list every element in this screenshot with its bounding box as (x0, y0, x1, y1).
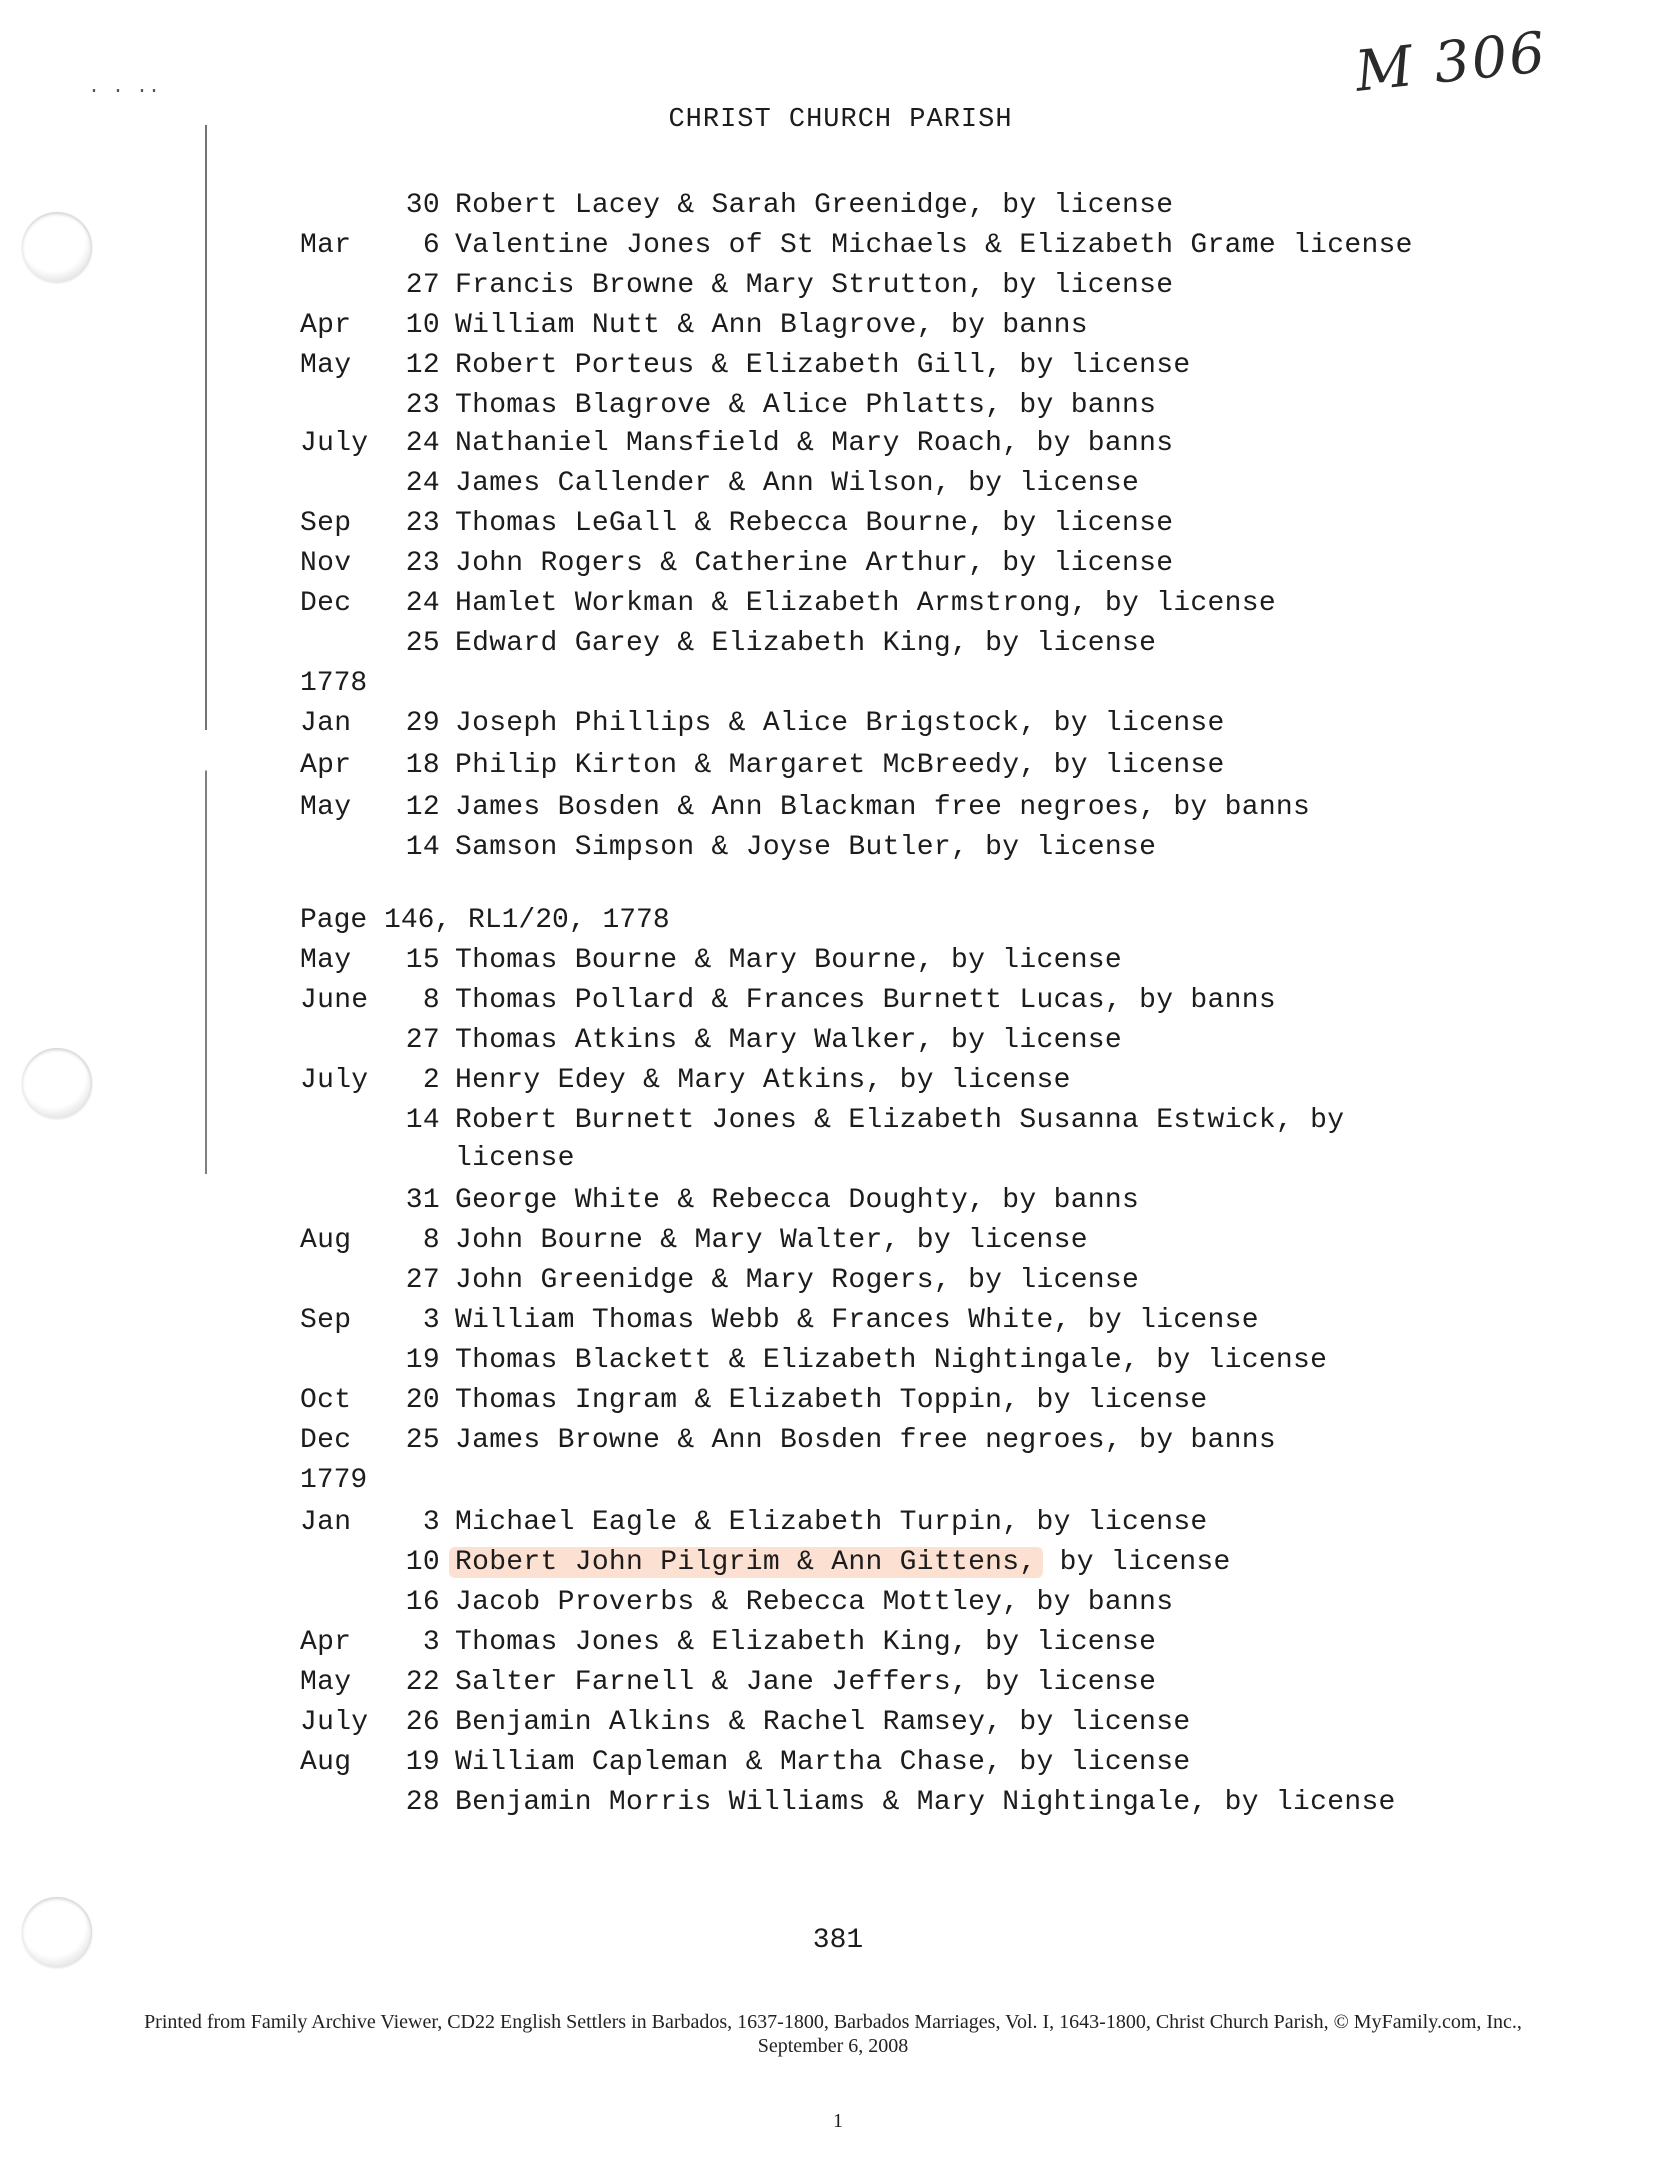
year-heading: 1779 (300, 1465, 368, 1496)
entry-month: Aug (300, 1747, 352, 1778)
entry-text: Thomas Ingram & Elizabeth Toppin, by license (455, 1385, 1208, 1416)
entry-day: 30 (405, 190, 440, 221)
entry-month: May (300, 792, 352, 823)
entry-text: Thomas Blackett & Elizabeth Nightingale, by license (455, 1345, 1328, 1376)
footer-date-line: September 6, 2008 (757, 2035, 909, 2057)
entry-day: 8 (422, 985, 440, 1016)
entry-month: Aug (300, 1225, 352, 1256)
entry-day: 29 (405, 708, 440, 739)
entry-day: 23 (405, 548, 440, 579)
entry-day: 23 (405, 508, 440, 539)
entry-day: 24 (405, 468, 440, 499)
entry-month: July (300, 1065, 369, 1096)
entry-day: 14 (405, 1105, 440, 1136)
entry-day: 25 (405, 628, 440, 659)
entry-text: Edward Garey & Elizabeth King, by license (455, 628, 1157, 659)
entry-day: 28 (405, 1787, 440, 1818)
entry-day: 10 (405, 1547, 440, 1578)
entry-text: Robert Porteus & Elizabeth Gill, by license (455, 350, 1191, 381)
page-number: 381 (812, 1925, 864, 1956)
entry-text: John Bourne & Mary Walter, by license (455, 1225, 1088, 1256)
entry-month: Jan (300, 708, 352, 739)
margin-rule (205, 125, 207, 1470)
entry-day: 16 (405, 1587, 440, 1618)
entry-text: Hamlet Workman & Elizabeth Armstrong, by license (455, 588, 1276, 619)
entry-text: Michael Eagle & Elizabeth Turpin, by license (455, 1507, 1208, 1538)
entry-month: Apr (300, 1627, 352, 1658)
entry-text: Thomas Atkins & Mary Walker, by license (455, 1025, 1123, 1056)
page-title: CHRIST CHURCH PARISH (668, 105, 1013, 135)
entry-day: 20 (405, 1385, 440, 1416)
entry-day: 2 (422, 1065, 440, 1096)
entry-text: Samson Simpson & Joyse Butler, by license (455, 832, 1157, 863)
entry-text: Philip Kirton & Margaret McBreedy, by license (455, 750, 1225, 781)
entry-text: John Rogers & Catherine Arthur, by license (455, 548, 1174, 579)
entry-month: July (300, 1707, 369, 1738)
entry-text (455, 1547, 1231, 1578)
entry-day: 27 (405, 1265, 440, 1296)
punch-hole-middle (22, 1048, 92, 1118)
entry-month: May (300, 350, 352, 381)
entry-month: Oct (300, 1385, 352, 1416)
entry-day: 27 (405, 1025, 440, 1056)
entry-day: 3 (422, 1627, 440, 1658)
scan-speck: · · ·· (88, 80, 161, 103)
entry-month: Dec (300, 588, 352, 619)
entry-day: 8 (422, 1225, 440, 1256)
entry-day: 22 (405, 1667, 440, 1698)
entry-text: Benjamin Morris Williams & Mary Nightingale, by license (455, 1787, 1396, 1818)
entry-text: Thomas Bourne & Mary Bourne, by license (455, 945, 1123, 976)
entry-day: 10 (405, 310, 440, 341)
entry-month: June (300, 985, 369, 1016)
entry-text: James Bosden & Ann Blackman free negroes, by banns (455, 792, 1311, 823)
year-heading: 1778 (300, 668, 368, 699)
entry-day: 24 (405, 588, 440, 619)
entry-continuation: license (455, 1143, 575, 1174)
footer-source-line: Printed from Family Archive Viewer, CD22 English Settlers in Barbados, 1637-1800, Barbados Marriages, Vol. I, 1643-1800, Christ Church Parish, © MyFamily.com, Inc., (144, 2011, 1522, 2033)
entry-text: William Nutt & Ann Blagrove, by banns (455, 310, 1088, 341)
entry-month: Dec (300, 1425, 352, 1456)
entry-month: Mar (300, 230, 352, 261)
entry-month: May (300, 945, 352, 976)
entry-text: Thomas Pollard & Frances Burnett Lucas, by banns (455, 985, 1276, 1016)
entry-text: William Thomas Webb & Frances White, by license (455, 1305, 1259, 1336)
entry-day: 15 (405, 945, 440, 976)
entry-month: Sep (300, 1305, 352, 1336)
entry-month: Apr (300, 750, 352, 781)
highlighted-names: Robert John Pilgrim & Ann Gittens, (449, 1547, 1043, 1578)
entry-day: 27 (405, 270, 440, 301)
entry-day: 19 (405, 1747, 440, 1778)
entry-month: Apr (300, 310, 352, 341)
entry-text: Robert Burnett Jones & Elizabeth Susanna Estwick, by (455, 1105, 1345, 1136)
entry-day: 24 (405, 428, 440, 459)
entry-text: Henry Edey & Mary Atkins, by license (455, 1065, 1071, 1096)
entry-month: May (300, 1667, 352, 1698)
page-reference: Page 146, RL1/20, 1778 (300, 905, 670, 936)
entry-text: James Callender & Ann Wilson, by license (455, 468, 1140, 499)
entry-day: 25 (405, 1425, 440, 1456)
entry-text: James Browne & Ann Bosden free negroes, by banns (455, 1425, 1276, 1456)
entry-day: 12 (405, 350, 440, 381)
entry-day: 14 (405, 832, 440, 863)
entry-day: 12 (405, 792, 440, 823)
entry-text: Thomas Jones & Elizabeth King, by license (455, 1627, 1157, 1658)
entry-text-rest: by license (1042, 1547, 1231, 1578)
entry-text: Nathaniel Mansfield & Mary Roach, by banns (455, 428, 1174, 459)
entry-text: Thomas Blagrove & Alice Phlatts, by banns (455, 390, 1157, 421)
entry-text: Joseph Phillips & Alice Brigstock, by license (455, 708, 1225, 739)
entry-text: John Greenidge & Mary Rogers, by license (455, 1265, 1140, 1296)
entry-text: Francis Browne & Mary Strutton, by license (455, 270, 1174, 301)
entry-text: Valentine Jones of St Michaels & Elizabeth Grame license (455, 230, 1413, 261)
entry-text: William Capleman & Martha Chase, by license (455, 1747, 1191, 1778)
footer-page-number: 1 (833, 2110, 843, 2132)
entry-text: Salter Farnell & Jane Jeffers, by license (455, 1667, 1157, 1698)
print-footer (30, 2010, 1636, 2058)
entry-day: 31 (405, 1185, 440, 1216)
entry-day: 3 (422, 1507, 440, 1538)
entry-text: Benjamin Alkins & Rachel Ramsey, by license (455, 1707, 1191, 1738)
entry-text: Thomas LeGall & Rebecca Bourne, by license (455, 508, 1174, 539)
entry-day: 3 (422, 1305, 440, 1336)
punch-hole-top (22, 212, 92, 282)
entry-day: 19 (405, 1345, 440, 1376)
entry-day: 23 (405, 390, 440, 421)
entry-month: July (300, 428, 369, 459)
entry-text: Robert Lacey & Sarah Greenidge, by license (455, 190, 1174, 221)
entry-day: 6 (422, 230, 440, 261)
entry-day: 26 (405, 1707, 440, 1738)
handwritten-annotation: M 306 (1352, 20, 1550, 105)
entry-month: Nov (300, 548, 352, 579)
entry-day: 18 (405, 750, 440, 781)
entry-month: Sep (300, 508, 352, 539)
entry-month: Jan (300, 1507, 352, 1538)
entry-text: Jacob Proverbs & Rebecca Mottley, by banns (455, 1587, 1174, 1618)
entry-text: George White & Rebecca Doughty, by banns (455, 1185, 1140, 1216)
